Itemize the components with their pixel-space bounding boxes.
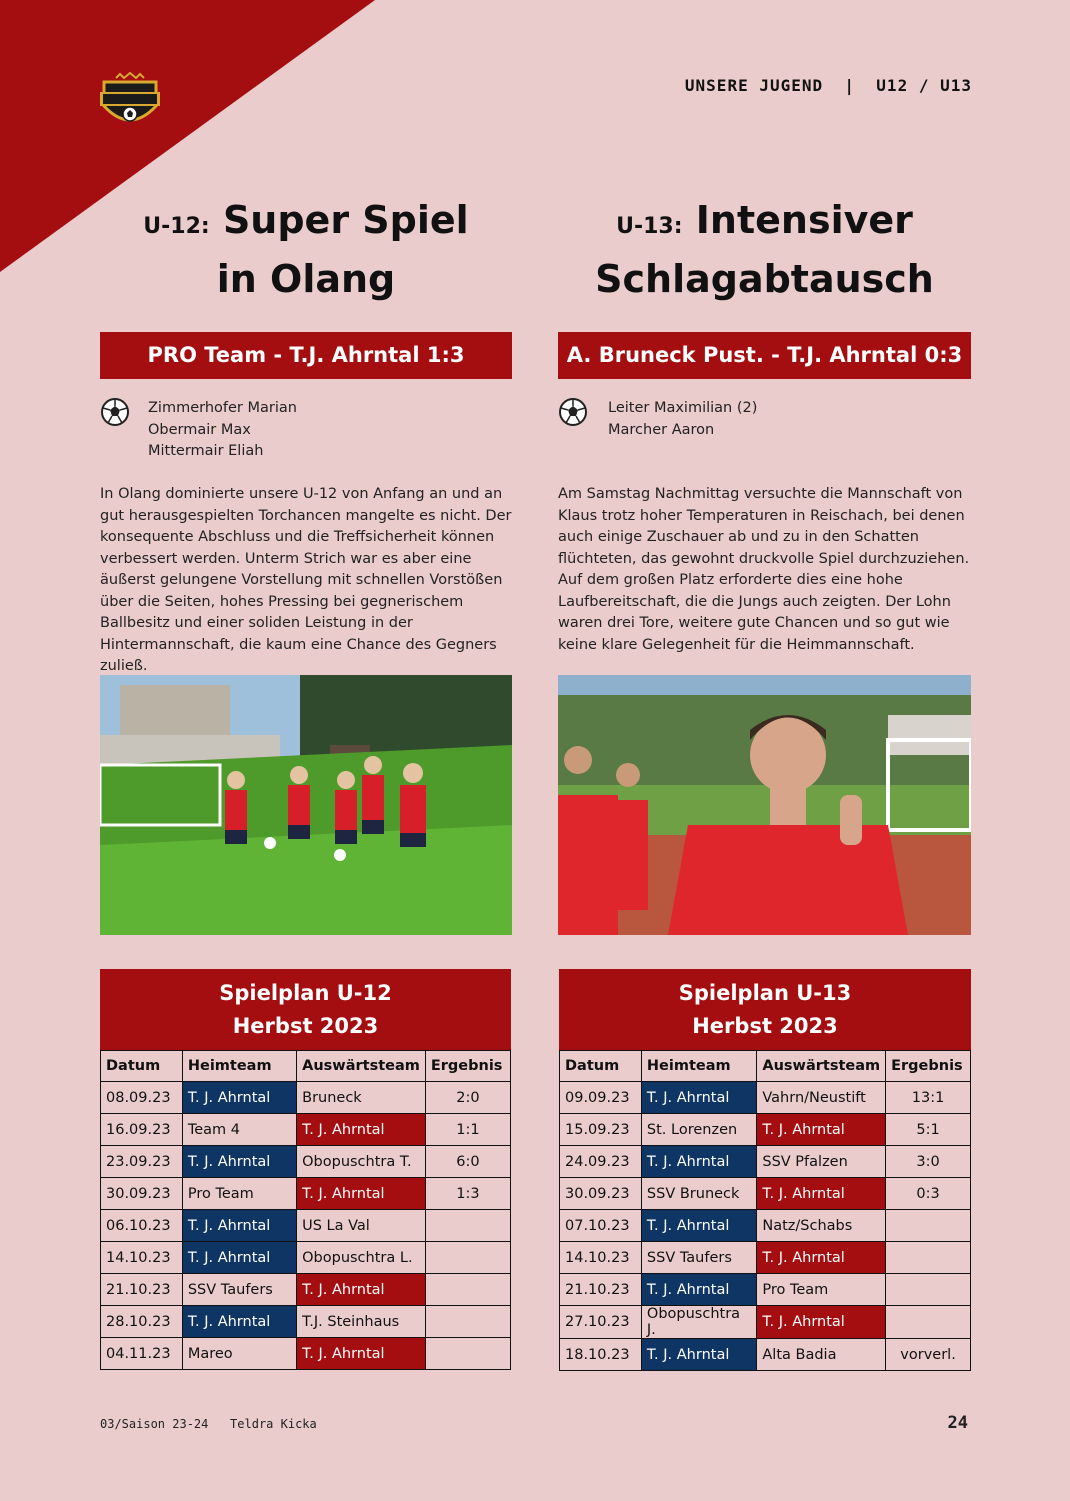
u12-scorers [148, 398, 297, 463]
cell-away-team: Bruneck [297, 1082, 426, 1114]
scorer: Mittermair Eliah [148, 443, 264, 459]
cell-date: 27.10.23 [560, 1306, 642, 1339]
u12-title [100, 194, 512, 305]
scorer: Obermair Max [148, 421, 251, 438]
cell-home-team: T. J. Ahrntal [182, 1146, 296, 1178]
cell-result: 3:0 [886, 1146, 971, 1178]
table-row [560, 1082, 971, 1114]
u13-title-line1: Intensiver [695, 198, 913, 242]
cell-date: 16.09.23 [101, 1114, 183, 1146]
table-row [560, 1146, 971, 1178]
u12-schedule [100, 969, 511, 1370]
table-row [101, 1210, 511, 1242]
cell-date: 30.09.23 [560, 1178, 642, 1210]
cell-away-team: T. J. Ahrntal [297, 1274, 426, 1306]
table-row [560, 1210, 971, 1242]
cell-home-team: SSV Bruneck [641, 1178, 756, 1210]
cell-away-team: US La Val [297, 1210, 426, 1242]
table-row [101, 1242, 511, 1274]
cell-home-team: T. J. Ahrntal [182, 1306, 296, 1338]
cell-result [886, 1274, 971, 1306]
cell-away-team: SSV Pfalzen [757, 1146, 886, 1178]
cell-away-team: Natz/Schabs [757, 1210, 886, 1242]
section-header: UNSERE JUGEND | U12 / U13 [684, 76, 972, 95]
cell-away-team: T. J. Ahrntal [757, 1242, 886, 1274]
cell-result [425, 1210, 510, 1242]
soccer-ball-icon [558, 397, 588, 427]
cell-home-team: SSV Taufers [182, 1274, 296, 1306]
cell-result: 1:3 [425, 1178, 510, 1210]
scorer: Marcher Aaron [608, 421, 715, 438]
cell-result [886, 1242, 971, 1274]
cell-away-team: T. J. Ahrntal [757, 1114, 886, 1146]
cell-result: vorverl. [886, 1339, 971, 1371]
cell-away-team: Obopuschtra L. [297, 1242, 426, 1274]
col-result: Ergebnis [425, 1051, 510, 1082]
cell-date: 24.09.23 [560, 1146, 642, 1178]
table-row [101, 1338, 511, 1370]
u13-match-result: A. Bruneck Pust. - T.J. Ahrntal 0:3 [558, 332, 971, 379]
cell-result: 1:1 [425, 1114, 510, 1146]
u12-title-prefix: U-12: [143, 214, 210, 239]
scorer: Zimmerhofer Marian [148, 400, 297, 416]
cell-away-team: Alta Badia [757, 1339, 886, 1371]
cell-result: 2:0 [425, 1082, 510, 1114]
cell-away-team: T. J. Ahrntal [297, 1114, 426, 1146]
cell-date: 30.09.23 [101, 1178, 183, 1210]
table-row [101, 1178, 511, 1210]
table-row [101, 1082, 511, 1114]
u13-title [558, 194, 971, 305]
cell-date: 21.10.23 [101, 1274, 183, 1306]
cell-date: 28.10.23 [101, 1306, 183, 1338]
cell-home-team: T. J. Ahrntal [641, 1339, 756, 1371]
col-date: Datum [560, 1051, 642, 1082]
table-row [560, 1306, 971, 1339]
table-row [560, 1178, 971, 1210]
col-home: Heimteam [641, 1051, 756, 1082]
table-row [560, 1339, 971, 1371]
cell-away-team: T. J. Ahrntal [297, 1338, 426, 1370]
soccer-ball-icon [100, 397, 130, 427]
u12-schedule-title [100, 969, 511, 1050]
table-row [101, 1146, 511, 1178]
schedule-title-line1: Spielplan U-12 [219, 981, 392, 1005]
cell-date: 08.09.23 [101, 1082, 183, 1114]
table-row [560, 1114, 971, 1146]
cell-away-team: T. J. Ahrntal [757, 1178, 886, 1210]
u12-title-line2: in Olang [216, 257, 396, 301]
u13-player-photo [558, 675, 971, 935]
u12-report-text: In Olang dominierte unsere U-12 von Anfang an und an gut herausgespielten Torchancen mangelte es nicht. Der konsequente Abschluss und die Treffsicherheit können verbessert werden. Unterm Strich war es aber eine äußerst gelungene Vorstellung mit schnellen Vorstößen über die Seiten, hohes Pressing bei gegnerischem Ballbesitz und einer soliden Leistung in der Hintermannschaft, die kaum eine Chance des Gegners zuließ. [100, 486, 512, 674]
schedule-title-line2: Herbst 2023 [692, 1014, 838, 1038]
cell-home-team: T. J. Ahrntal [182, 1082, 296, 1114]
cell-result: 5:1 [886, 1114, 971, 1146]
col-away: Auswärtsteam [297, 1051, 426, 1082]
cell-date: 07.10.23 [560, 1210, 642, 1242]
table-row [101, 1114, 511, 1146]
cell-home-team: T. J. Ahrntal [641, 1082, 756, 1114]
cell-date: 15.09.23 [560, 1114, 642, 1146]
cell-home-team: Pro Team [182, 1178, 296, 1210]
cell-home-team: Mareo [182, 1338, 296, 1370]
footer-issue: 03/Saison 23-24 Teldra Kicka [100, 1417, 317, 1431]
col-result: Ergebnis [886, 1051, 971, 1082]
cell-away-team: Vahrn/Neustift [757, 1082, 886, 1114]
u13-title-line2: Schlagabtausch [595, 257, 934, 301]
schedule-title-line1: Spielplan U-13 [678, 981, 852, 1005]
u13-schedule [559, 969, 971, 1371]
cell-date: 09.09.23 [560, 1082, 642, 1114]
u13-schedule-table [559, 1050, 971, 1371]
u12-schedule-table [100, 1050, 511, 1370]
cell-result [425, 1338, 510, 1370]
u13-scorers [608, 398, 757, 441]
cell-result [425, 1306, 510, 1338]
table-row [101, 1306, 511, 1338]
cell-result: 6:0 [425, 1146, 510, 1178]
cell-date: 06.10.23 [101, 1210, 183, 1242]
cell-home-team: T. J. Ahrntal [641, 1146, 756, 1178]
table-row [560, 1274, 971, 1306]
scorer: Leiter Maximilian (2) [608, 400, 758, 416]
cell-home-team: T. J. Ahrntal [641, 1274, 756, 1306]
table-row [560, 1242, 971, 1274]
cell-result: 0:3 [886, 1178, 971, 1210]
table-row [101, 1274, 511, 1306]
cell-date: 14.10.23 [560, 1242, 642, 1274]
u12-team-photo [100, 675, 512, 935]
cell-home-team: SSV Taufers [641, 1242, 756, 1274]
cell-date: 04.11.23 [101, 1338, 183, 1370]
u12-title-line1: Super Spiel [222, 198, 469, 242]
u13-schedule-title [559, 969, 971, 1050]
cell-result: 13:1 [886, 1082, 971, 1114]
cell-away-team: Obopuschtra T. [297, 1146, 426, 1178]
cell-date: 14.10.23 [101, 1242, 183, 1274]
cell-away-team: T. J. Ahrntal [297, 1178, 426, 1210]
cell-date: 23.09.23 [101, 1146, 183, 1178]
col-away: Auswärtsteam [757, 1051, 886, 1082]
u13-report-text: Am Samstag Nachmittag versuchte die Mannschaft von Klaus trotz hoher Temperaturen in Reischach, bei denen auch einige Zuschauer ab und zu in den Schatten flüchteten, das gewohnt druckvolle Spiel durchzuziehen. Auf dem großen Platz erforderte dies eine hohe Laufbereitschaft, die die Jungs auch zeigten. Der Lohn waren drei Tore, weitere gute Chancen und so gut wie keine klare Gelegenheit für die Heimmannschaft. [558, 486, 970, 653]
cell-home-team: St. Lorenzen [641, 1114, 756, 1146]
cell-home-team: T. J. Ahrntal [641, 1210, 756, 1242]
col-home: Heimteam [182, 1051, 296, 1082]
schedule-title-line2: Herbst 2023 [232, 1014, 379, 1038]
cell-result [886, 1210, 971, 1242]
u12-match-result: PRO Team - T.J. Ahrntal 1:3 [100, 332, 512, 379]
cell-date: 21.10.23 [560, 1274, 642, 1306]
cell-away-team: T.J. Steinhaus [297, 1306, 426, 1338]
cell-date: 18.10.23 [560, 1339, 642, 1371]
cell-away-team: Pro Team [757, 1274, 886, 1306]
page-number: 24 [947, 1413, 968, 1433]
cell-home-team: Team 4 [182, 1114, 296, 1146]
cell-home-team: T. J. Ahrntal [182, 1242, 296, 1274]
col-date: Datum [101, 1051, 183, 1082]
cell-home-team: Obopuschtra J. [641, 1306, 756, 1339]
u13-title-prefix: U-13: [616, 214, 683, 239]
cell-result [425, 1274, 510, 1306]
cell-result [425, 1242, 510, 1274]
cell-home-team: T. J. Ahrntal [182, 1210, 296, 1242]
club-logo [96, 72, 164, 132]
cell-result [886, 1306, 971, 1339]
cell-away-team: T. J. Ahrntal [757, 1306, 886, 1339]
